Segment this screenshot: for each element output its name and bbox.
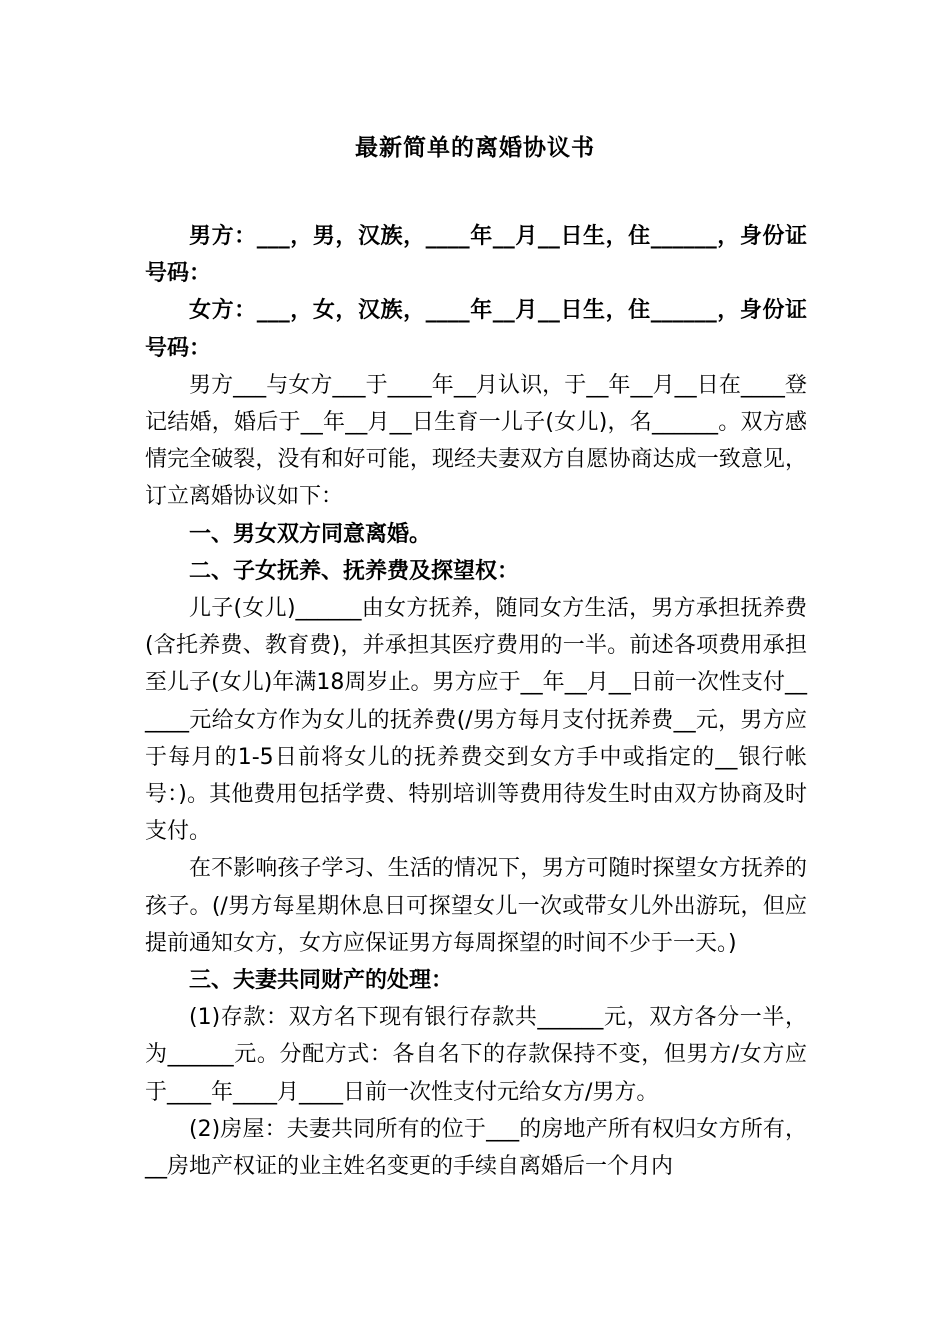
- paragraph-female-party: 女方：___，女，汉族，____年__月__日生，住______，身份证号码：: [145, 298, 807, 361]
- paragraph-child-support: 儿子(女儿)______由女方抚养，随同女方生活，男方承担抚养费(含托养费、教育费)，并承担其医疗费用的一半。前述各项费用承担至儿子(女儿)年满18周岁止。男方应于__年__月__日前一次性支付______元给女方作为女儿的抚养费(/男方每月支付抚养费__元，男方应于每月的1-5日前将女儿的抚养费交到女方手中或指定的__银行帐号：)。其他费用包括学费、特别培训等费用待发生时由双方协商及时支付。: [145, 596, 807, 845]
- document-body: [145, 218, 807, 1185]
- paragraph-male-party: 男方：___，男，汉族，____年__月__日生，住______，身份证号码：: [145, 224, 807, 287]
- paragraph-house: (2)房屋：夫妻共同所有的位于___的房地产所有权归女方所有，__房地产权证的业主姓名变更的手续自离婚后一个月内: [145, 1116, 807, 1180]
- heading-property: 三、夫妻共同财产的处理：: [189, 968, 454, 994]
- paragraph-savings: (1)存款：双方名下现有银行存款共______元，双方各分一半，为______元。分配方式：各自名下的存款保持不变，但男方/女方应于____年____月____日前一次性支付元给女方/男方。: [145, 1005, 807, 1105]
- paragraph-background: 男方___与女方___于____年__月认识，于__年__月__日在____登记结婚，婚后于__年__月__日生育一儿子(女儿)，名______。双方感情完全破裂，没有和好可能，现经夫妻双方自愿协商达成一致意见，订立离婚协议如下：: [145, 372, 807, 510]
- paragraph-visitation: 在不影响孩子学习、生活的情况下，男方可随时探望女方抚养的孩子。(/男方每星期休息日可探望女儿一次或带女儿外出游玩，但应提前通知女方，女方应保证男方每周探望的时间不少于一天。): [145, 856, 807, 956]
- heading-child-custody: 二、子女抚养、抚养费及探望权：: [189, 558, 520, 584]
- document-title: 最新简单的离婚协议书: [355, 135, 595, 161]
- heading-agree-divorce: 一、男女双方同意离婚。: [189, 521, 432, 547]
